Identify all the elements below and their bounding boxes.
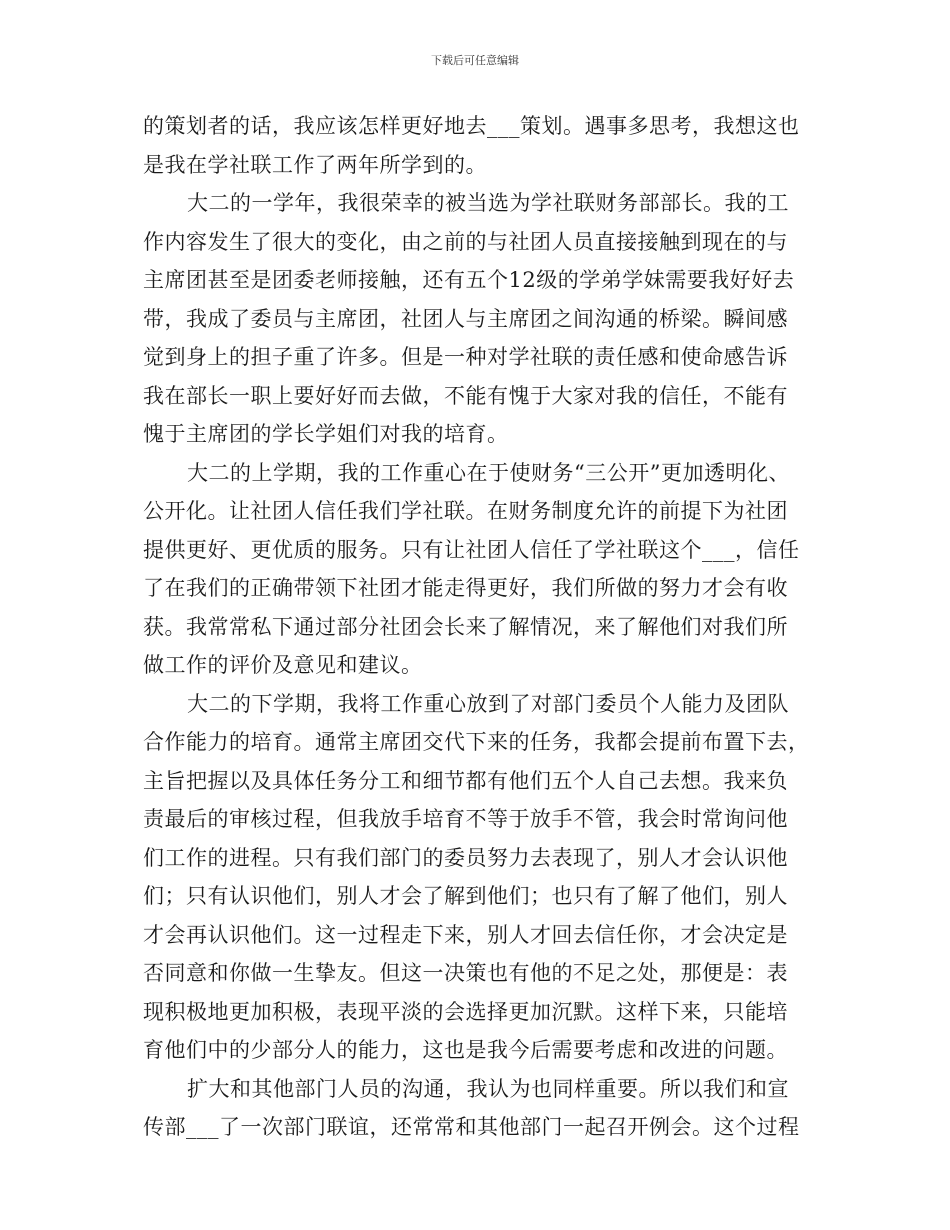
body-text <box>143 107 815 1147</box>
text-line: 觉到身上的担子重了许多。但是一种对学社联的责任感和使命感告诉 <box>143 345 788 369</box>
text-line: 作内容发生了很大的变化，由之前的与社团人员直接接触到现在的与 <box>143 229 788 254</box>
text-line: 大二的上学期，我的工作重心在于使财务“三公开”更加透明化、 <box>187 460 790 485</box>
text-line: 我在部长一职上要好好而去做，不能有愧于大家对我的信任，不能有 <box>143 383 788 408</box>
text-line: 合作能力的培育。通常主席团交代下来的任务，我都会提前布置下去， <box>143 730 810 754</box>
text-line: 主旨把握以及具体任务分工和细节都有他们五个人自己去想。我来负 <box>143 768 788 793</box>
text-line: 育他们中的少部分人的能力，这也是我今后需要考虑和改进的问题。 <box>143 1038 788 1062</box>
text-line: 了在我们的正确带领下社团才能走得更好，我们所做的努力才会有收 <box>143 576 788 600</box>
text-line: 获。我常常私下通过部分社团会长来了解情况，来了解他们对我们所 <box>143 614 788 639</box>
text-line: 愧于主席团的学长学姐们对我的培育。 <box>143 422 509 446</box>
text-line: 的策划者的话，我应该怎样更好地去___策划。遇事多思考，我想这也 <box>143 114 800 138</box>
text-line: 们；只有认识他们，别人才会了解到他们；也只有了解了他们，别人 <box>143 884 788 908</box>
text-line: 现积极地更加积极，表现平淡的会选择更加沉默。这样下来，只能培 <box>143 999 788 1024</box>
text-line: 大二的一学年，我很荣幸的被当选为学社联财务部部长。我的工 <box>187 191 789 215</box>
text-line: 提供更好、更优质的服务。只有让社团人信任了学社联这个___，信任 <box>143 537 800 562</box>
text-line: 主席团甚至是团委老师接触，还有五个12级的学弟学妹需要我好好去 <box>143 268 795 292</box>
text-line: 责最后的审核过程，但我放手培育不等于放手不管，我会时常询问他 <box>143 807 788 831</box>
text-line: 大二的下学期，我将工作重心放到了对部门委员个人能力及团队 <box>187 691 789 716</box>
text-line: 扩大和其他部门人员的沟通，我认为也同样重要。所以我们和宣 <box>187 1076 789 1101</box>
text-line: 带，我成了委员与主席团，社团人与主席团之间沟通的桥梁。瞬间感 <box>143 306 788 331</box>
text-line: 传部___了一次部门联谊，还常常和其他部门一起召开例会。这个过程 <box>143 1115 800 1139</box>
page-header: 下载后可任意编辑 <box>431 54 519 67</box>
text-line: 是我在学社联工作了两年所学到的。 <box>143 152 487 177</box>
text-line: 们工作的进程。只有我们部门的委员努力去表现了，别人才会认识他 <box>143 845 788 870</box>
text-line: 否同意和你做一生挚友。但这一决策也有他的不足之处，那便是：表 <box>143 961 788 985</box>
text-line: 才会再认识他们。这一过程走下来，别人才回去信任你，才会决定是 <box>143 922 788 947</box>
text-line: 公开化。让社团人信任我们学社联。在财务制度允许的前提下为社团 <box>143 499 788 523</box>
text-line: 做工作的评价及意见和建议。 <box>143 653 423 677</box>
